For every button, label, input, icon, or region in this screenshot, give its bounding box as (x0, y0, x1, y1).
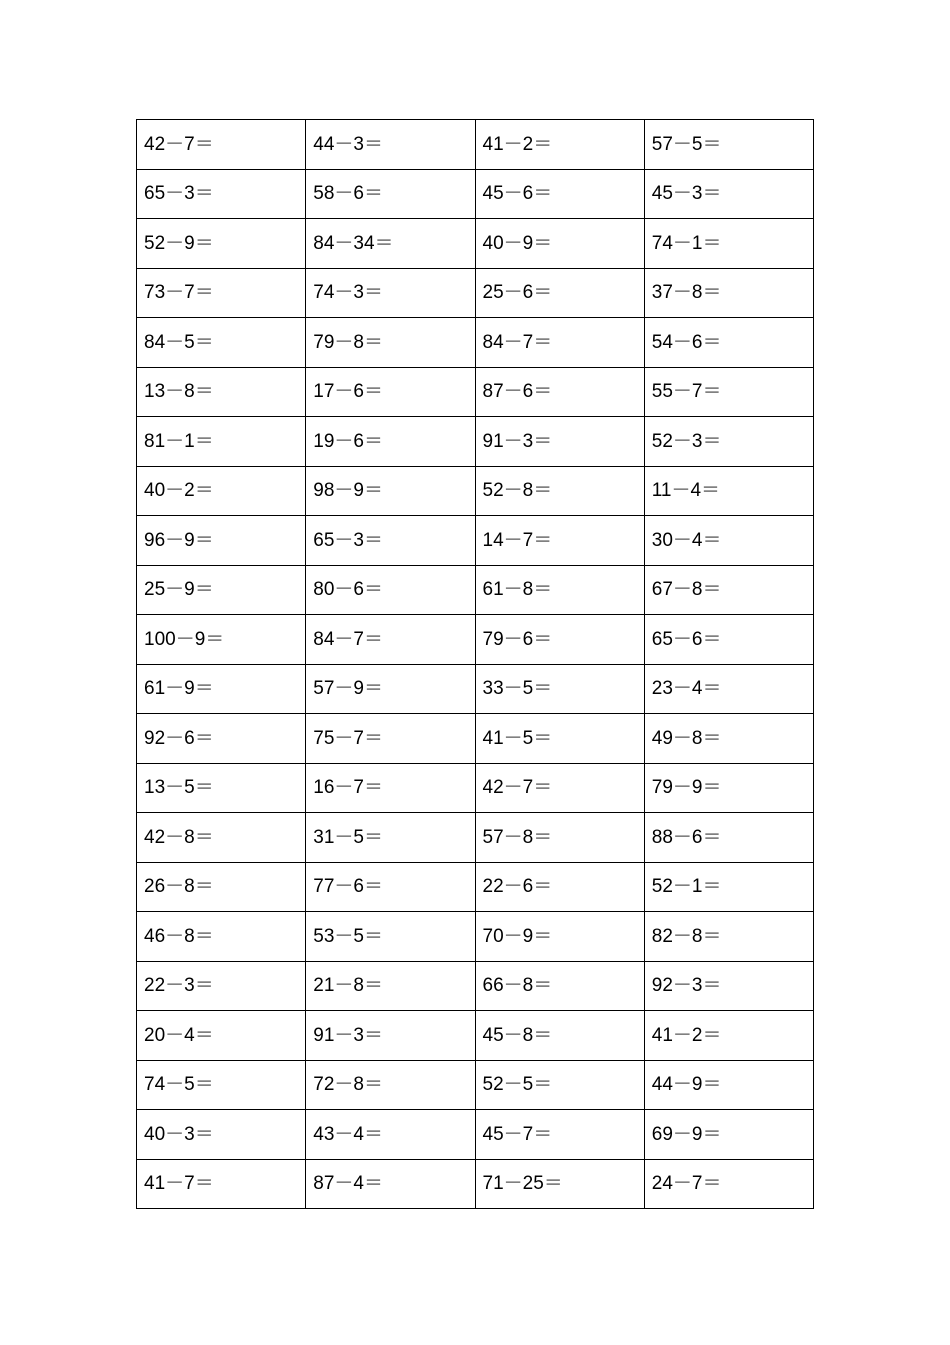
problem-cell: 84－5＝ (137, 318, 306, 368)
problem-cell: 24－7＝ (644, 1159, 813, 1209)
table-row (137, 1011, 814, 1061)
table-row (137, 961, 814, 1011)
problem-cell: 74－5＝ (137, 1060, 306, 1110)
table-row (137, 565, 814, 615)
problem-cell: 52－8＝ (475, 466, 644, 516)
problem-cell: 65－6＝ (644, 615, 813, 665)
table-row (137, 367, 814, 417)
problem-cell: 53－5＝ (306, 912, 475, 962)
problem-cell: 45－3＝ (644, 169, 813, 219)
problem-cell: 37－8＝ (644, 268, 813, 318)
worksheet-body (137, 120, 814, 1209)
problem-cell: 22－3＝ (137, 961, 306, 1011)
table-row (137, 120, 814, 170)
problem-cell: 40－2＝ (137, 466, 306, 516)
problem-cell: 52－1＝ (644, 862, 813, 912)
problem-cell: 67－8＝ (644, 565, 813, 615)
table-row (137, 1159, 814, 1209)
table-row (137, 763, 814, 813)
problem-cell: 61－8＝ (475, 565, 644, 615)
problem-cell: 57－8＝ (475, 813, 644, 863)
problem-cell: 92－3＝ (644, 961, 813, 1011)
problem-cell: 80－6＝ (306, 565, 475, 615)
problem-cell: 16－7＝ (306, 763, 475, 813)
problem-cell: 88－6＝ (644, 813, 813, 863)
problem-cell: 52－9＝ (137, 219, 306, 269)
problem-cell: 33－5＝ (475, 664, 644, 714)
problem-cell: 79－9＝ (644, 763, 813, 813)
problem-cell: 45－8＝ (475, 1011, 644, 1061)
problem-cell: 69－9＝ (644, 1110, 813, 1160)
problem-cell: 45－6＝ (475, 169, 644, 219)
table-row (137, 516, 814, 566)
problem-cell: 100－9＝ (137, 615, 306, 665)
problem-cell: 79－6＝ (475, 615, 644, 665)
problem-cell: 11－4＝ (644, 466, 813, 516)
problem-cell: 26－8＝ (137, 862, 306, 912)
table-row (137, 714, 814, 764)
problem-cell: 42－7＝ (137, 120, 306, 170)
problem-cell: 87－4＝ (306, 1159, 475, 1209)
problem-cell: 52－5＝ (475, 1060, 644, 1110)
problem-cell: 87－6＝ (475, 367, 644, 417)
problem-cell: 17－6＝ (306, 367, 475, 417)
problem-cell: 42－7＝ (475, 763, 644, 813)
table-row (137, 615, 814, 665)
problem-cell: 22－6＝ (475, 862, 644, 912)
table-row (137, 169, 814, 219)
problem-cell: 19－6＝ (306, 417, 475, 467)
problem-cell: 52－3＝ (644, 417, 813, 467)
problem-cell: 23－4＝ (644, 664, 813, 714)
subtraction-worksheet-table (136, 119, 814, 1209)
problem-cell: 77－6＝ (306, 862, 475, 912)
problem-cell: 96－9＝ (137, 516, 306, 566)
problem-cell: 13－8＝ (137, 367, 306, 417)
problem-cell: 84－34＝ (306, 219, 475, 269)
table-row (137, 417, 814, 467)
problem-cell: 71－25＝ (475, 1159, 644, 1209)
problem-cell: 14－7＝ (475, 516, 644, 566)
problem-cell: 49－8＝ (644, 714, 813, 764)
problem-cell: 65－3＝ (306, 516, 475, 566)
table-row (137, 664, 814, 714)
table-row (137, 912, 814, 962)
problem-cell: 74－1＝ (644, 219, 813, 269)
problem-cell: 44－9＝ (644, 1060, 813, 1110)
problem-cell: 42－8＝ (137, 813, 306, 863)
problem-cell: 92－6＝ (137, 714, 306, 764)
problem-cell: 91－3＝ (475, 417, 644, 467)
problem-cell: 41－2＝ (644, 1011, 813, 1061)
problem-cell: 25－9＝ (137, 565, 306, 615)
problem-cell: 57－5＝ (644, 120, 813, 170)
problem-cell: 84－7＝ (306, 615, 475, 665)
problem-cell: 72－8＝ (306, 1060, 475, 1110)
table-row (137, 813, 814, 863)
problem-cell: 54－6＝ (644, 318, 813, 368)
problem-cell: 81－1＝ (137, 417, 306, 467)
problem-cell: 21－8＝ (306, 961, 475, 1011)
table-row (137, 1110, 814, 1160)
problem-cell: 40－3＝ (137, 1110, 306, 1160)
problem-cell: 31－5＝ (306, 813, 475, 863)
problem-cell: 82－8＝ (644, 912, 813, 962)
problem-cell: 46－8＝ (137, 912, 306, 962)
problem-cell: 79－8＝ (306, 318, 475, 368)
table-row (137, 1060, 814, 1110)
problem-cell: 55－7＝ (644, 367, 813, 417)
problem-cell: 75－7＝ (306, 714, 475, 764)
problem-cell: 65－3＝ (137, 169, 306, 219)
problem-cell: 70－9＝ (475, 912, 644, 962)
problem-cell: 41－7＝ (137, 1159, 306, 1209)
table-row (137, 466, 814, 516)
problem-cell: 20－4＝ (137, 1011, 306, 1061)
problem-cell: 58－6＝ (306, 169, 475, 219)
problem-cell: 13－5＝ (137, 763, 306, 813)
problem-cell: 74－3＝ (306, 268, 475, 318)
problem-cell: 41－2＝ (475, 120, 644, 170)
problem-cell: 98－9＝ (306, 466, 475, 516)
problem-cell: 44－3＝ (306, 120, 475, 170)
problem-cell: 61－9＝ (137, 664, 306, 714)
table-row (137, 268, 814, 318)
problem-cell: 30－4＝ (644, 516, 813, 566)
table-row (137, 862, 814, 912)
problem-cell: 73－7＝ (137, 268, 306, 318)
problem-cell: 25－6＝ (475, 268, 644, 318)
problem-cell: 40－9＝ (475, 219, 644, 269)
problem-cell: 84－7＝ (475, 318, 644, 368)
problem-cell: 41－5＝ (475, 714, 644, 764)
problem-cell: 45－7＝ (475, 1110, 644, 1160)
table-row (137, 219, 814, 269)
problem-cell: 43－4＝ (306, 1110, 475, 1160)
problem-cell: 57－9＝ (306, 664, 475, 714)
problem-cell: 66－8＝ (475, 961, 644, 1011)
table-row (137, 318, 814, 368)
problem-cell: 91－3＝ (306, 1011, 475, 1061)
